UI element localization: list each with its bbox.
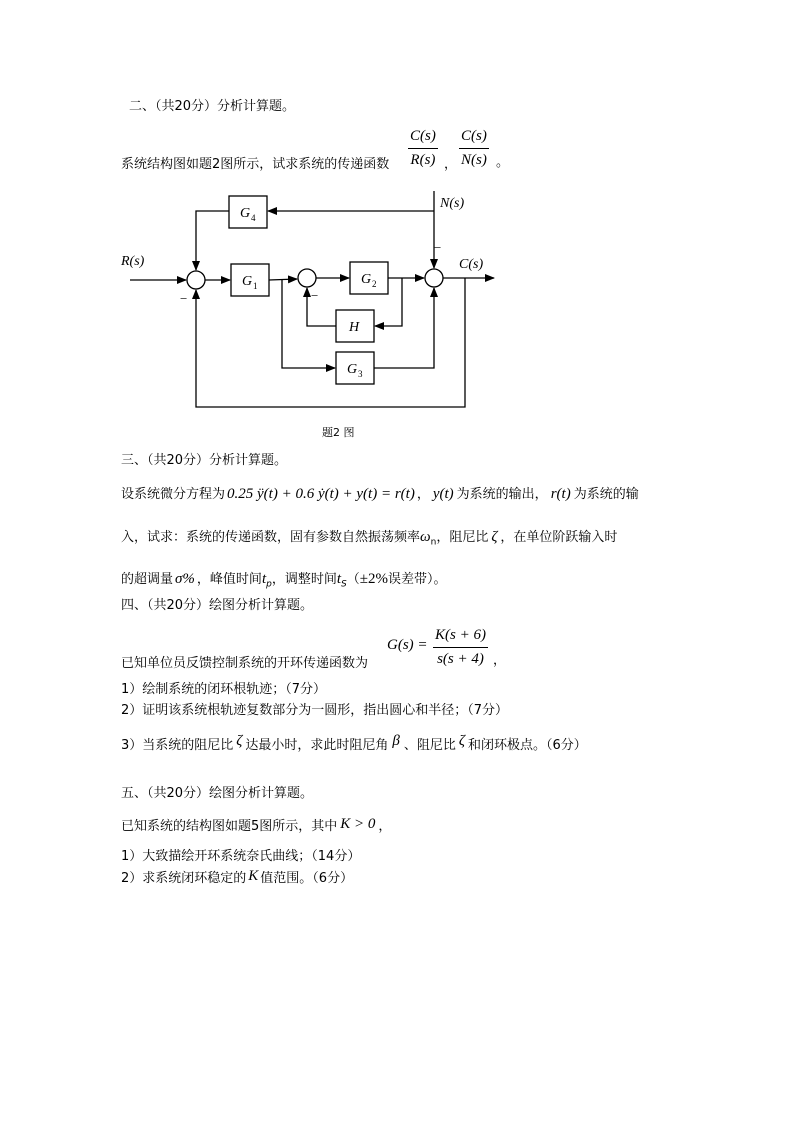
section3-l1d: 为系统的输 xyxy=(573,487,639,502)
section3-heading: 三、（共20分）分析计算题。 xyxy=(121,453,288,468)
tp-symbol: t xyxy=(261,571,267,587)
frac1-denominator: R(s) xyxy=(410,152,436,168)
label-g3: G xyxy=(347,362,358,377)
beta-symbol: β xyxy=(392,733,400,749)
section5-question2 xyxy=(121,869,353,888)
label-n-s: N(s) xyxy=(440,196,465,211)
open-loop-transfer-function xyxy=(433,626,488,669)
sum-junction-1 xyxy=(187,271,205,289)
label-r-s: R(s) xyxy=(121,254,145,269)
section3-l3a: 的超调量 xyxy=(121,572,174,587)
minus-sign-sum1: − xyxy=(180,291,188,306)
label-c-s: C(s) xyxy=(459,257,484,272)
section2-separator: ， xyxy=(444,157,458,172)
section5-q2a: 2）求系统闭环稳定的 xyxy=(121,871,247,886)
section5-question1: 1）大致描绘开环系统奈氏曲线；（14分） xyxy=(121,849,361,864)
sum-junction-2 xyxy=(298,269,316,287)
k-condition: K > 0 xyxy=(340,816,376,832)
section4-heading: 四、（共20分）绘图分析计算题。 xyxy=(121,598,314,613)
block-diagram xyxy=(0,0,794,460)
label-h: H xyxy=(349,320,360,335)
gs-comma: ， xyxy=(493,653,507,668)
omega-symbol: ω xyxy=(420,529,431,545)
section5-l1a: 已知系统的结构图如题5图所示，其中 xyxy=(121,819,338,834)
section3-l1a: 设系统微分方程为 xyxy=(121,487,226,502)
section3-l1c: 为系统的输出， xyxy=(456,487,548,502)
label-g1-sub: 1 xyxy=(253,281,258,291)
sigma-overshoot: σ% xyxy=(175,571,195,587)
section3-l3c: ，调整时间 xyxy=(271,572,337,587)
zeta-symbol: ζ xyxy=(491,529,498,545)
section5-l1b: ， xyxy=(378,819,392,834)
gs-numerator: K(s + 6) xyxy=(435,627,486,643)
section4-q3d: 和闭环极点。（6分） xyxy=(467,738,587,753)
sum-junction-3 xyxy=(425,269,443,287)
section3-line1 xyxy=(121,485,639,504)
section3-l2b: ，阻尼比 xyxy=(436,530,489,545)
section3-l1b: ， xyxy=(416,487,430,502)
ts-subscript: S xyxy=(341,579,347,590)
section3-line2 xyxy=(121,528,617,552)
diagram-caption: 题2 图 xyxy=(322,426,355,439)
input-r-t: r(t) xyxy=(550,486,571,502)
zeta-symbol-q3: ζ xyxy=(236,733,243,749)
section3-l3d: （ xyxy=(346,572,360,587)
section2-end: 。 xyxy=(496,155,510,170)
omega-subscript: n xyxy=(430,537,437,548)
section5-line1 xyxy=(121,817,391,836)
label-g4-sub: 4 xyxy=(251,213,256,223)
label-g2-sub: 2 xyxy=(372,279,377,289)
label-g2: G xyxy=(361,272,372,287)
section3-line3 xyxy=(121,570,447,594)
section4-question2: 2）证明该系统根轨迹复数部分为一圆形，指出圆心和半径；（7分） xyxy=(121,703,509,718)
frac2-numerator: C(s) xyxy=(461,128,487,144)
label-g1: G xyxy=(242,274,253,289)
k-symbol: K xyxy=(248,868,259,884)
section4-intro: 已知单位员反馈控制系统的开环传递函数为 xyxy=(121,656,369,671)
frac1-numerator: C(s) xyxy=(410,128,436,144)
differential-equation: 0.25 ÿ(t) + 0.6 ẏ(t) + y(t) = r(t) xyxy=(227,486,415,502)
section3-l2a: 入，试求：系统的传递函数，固有参数自然振荡频率 xyxy=(121,530,421,545)
gs-label: G(s) = xyxy=(387,637,428,653)
section3-l2c: ，在单位阶跃输入时 xyxy=(500,530,618,545)
ts-symbol: t xyxy=(336,571,342,587)
section4-question3 xyxy=(121,733,587,755)
section3-l3e: 误差带）。 xyxy=(387,572,447,587)
section3-l3b: ，峰值时间 xyxy=(196,572,262,587)
gs-denominator: s(s + 4) xyxy=(437,651,484,667)
section5-q2b: 值范围。（6分） xyxy=(260,871,354,886)
section4-question1: 1）绘制系统的闭环根轨迹；（7分） xyxy=(121,682,327,697)
zeta-symbol-q3-2: ζ xyxy=(458,733,465,749)
label-g3-sub: 3 xyxy=(358,369,363,379)
tp-subscript: p xyxy=(266,579,272,590)
frac2-denominator: N(s) xyxy=(461,152,487,168)
section4-q3b: 达最小时，求此时阻尼角 xyxy=(245,738,389,753)
section2-heading: 二、（共20分）分析计算题。 xyxy=(129,99,296,114)
minus-sign-sum2: − xyxy=(311,288,319,303)
section4-q3a: 3）当系统的阻尼比 xyxy=(121,738,234,753)
section5-heading: 五、（共20分）绘图分析计算题。 xyxy=(121,786,314,801)
section2-intro: 系统结构图如题2图所示，试求系统的传递函数 xyxy=(121,157,390,172)
label-g4: G xyxy=(240,206,251,221)
tolerance-band: ±2% xyxy=(359,571,388,587)
section4-q3c: 、阻尼比 xyxy=(403,738,456,753)
output-y-t: y(t) xyxy=(432,486,454,502)
minus-sign-n: − xyxy=(434,240,442,255)
